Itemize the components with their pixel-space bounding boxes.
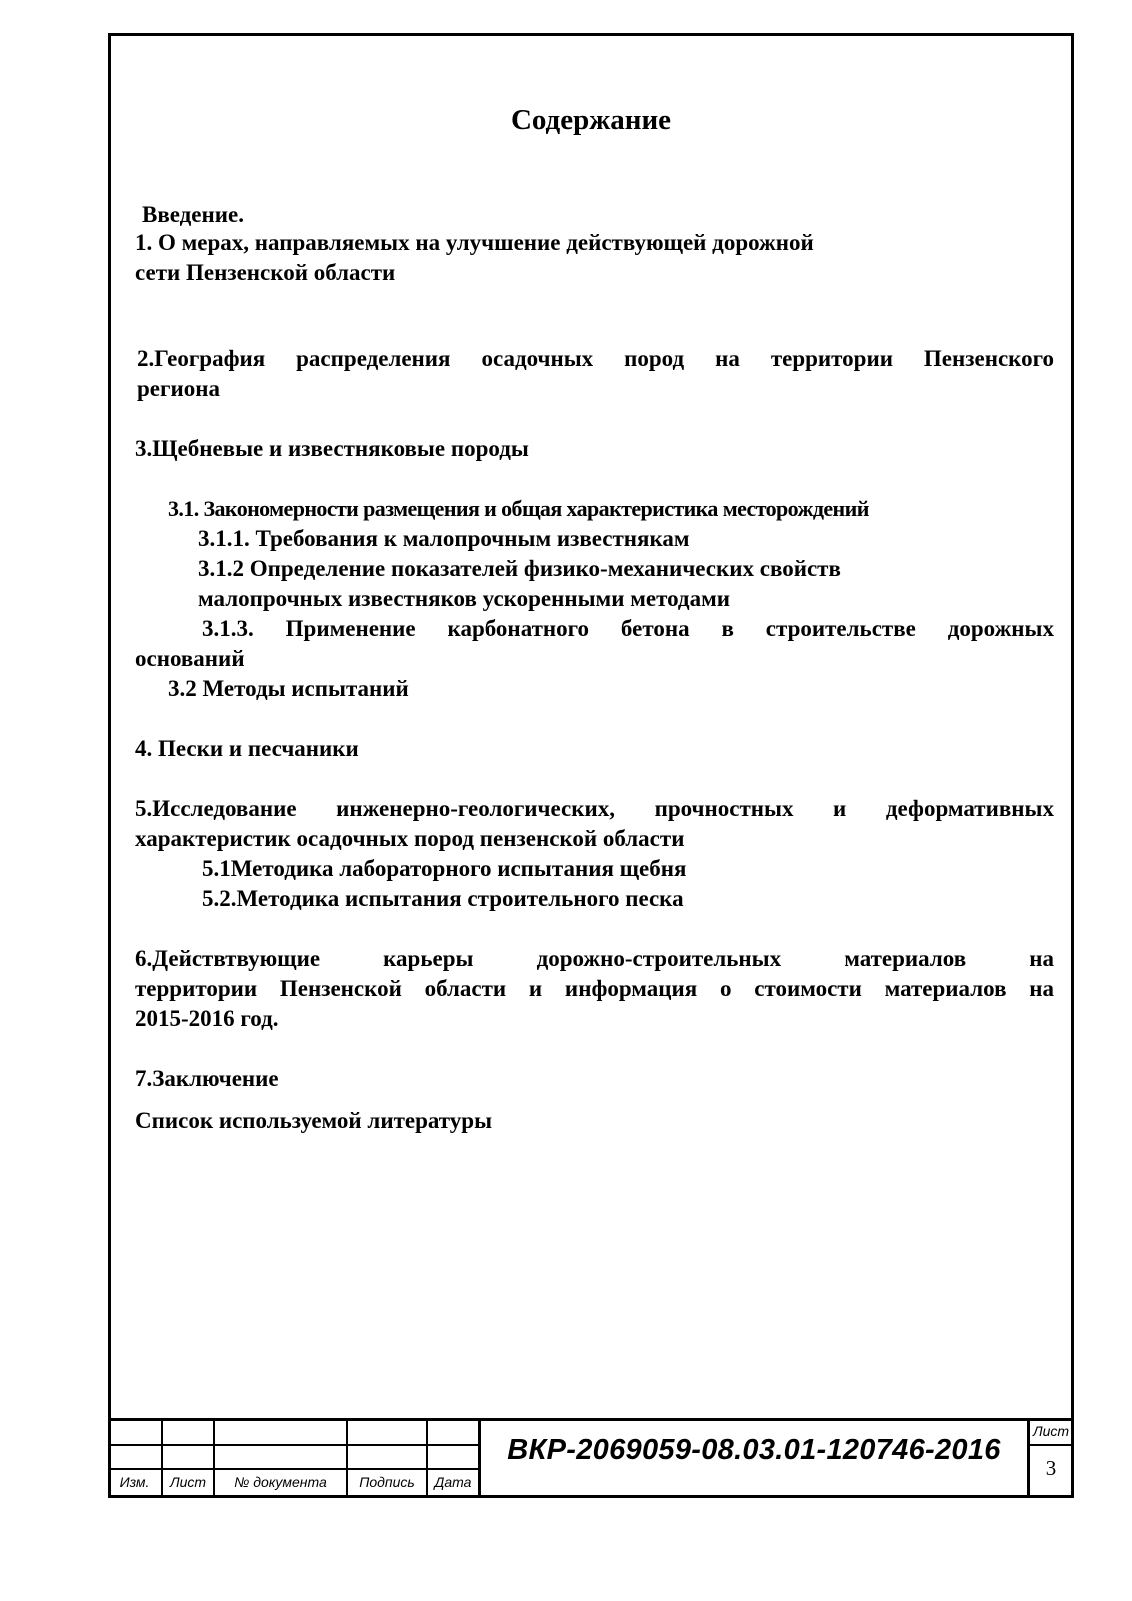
toc-s3-1-2-line2: малопрочных известняков ускоренными методами — [198, 586, 730, 611]
toc-s3-1-3-line2: оснований — [135, 646, 245, 671]
toc-s4: 4. Пески и песчаники — [135, 736, 359, 761]
toc-s5-1: 5.1Методика лабораторного испытания щебня — [202, 856, 687, 881]
toc-s3-2: 3.2 Методы испытаний — [168, 676, 409, 701]
toc-s7: 7.Заключение — [135, 1066, 279, 1091]
title-block — [108, 1418, 1074, 1498]
document-code: ВКР-2069059-08.03.01-120746-2016 — [507, 1434, 1001, 1466]
toc-s2-line2: региона — [137, 376, 220, 401]
sheet-number: 3 — [1045, 1456, 1057, 1480]
col-izm-label: Изм. — [119, 1474, 150, 1490]
toc-s3-1-3-line1: 3.1.3. Применение карбонатного бетона в строительстве дорожных — [202, 616, 1054, 641]
toc-s2-line1: 2.География распределения осадочных пород на территории Пензенского — [137, 346, 1054, 371]
title-block-grid-line — [108, 1444, 480, 1446]
toc-s5-line1: 5.Исследование инженерно-геологических, прочностных и деформативных — [135, 796, 1054, 821]
toc-s1-line1: 1. О мерах, направляемых на улучшение действующей дорожной — [135, 230, 814, 255]
toc-s6-line3: 2015-2016 год. — [135, 1006, 279, 1031]
toc-s6-line1: 6.Действтвующие карьеры дорожно-строительных материалов на — [135, 946, 1054, 971]
toc-s3-1: 3.1. Закономерности размещения и общая характеристика месторождений — [168, 496, 869, 521]
title-block-top-border — [108, 1418, 1074, 1421]
sheet-label: Лист — [1032, 1423, 1070, 1439]
toc-s3-1-2-line1: 3.1.2 Определение показателей физико-механических свойств — [198, 556, 841, 581]
sheet-box-divider — [1028, 1444, 1074, 1446]
toc-references: Список используемой литературы — [135, 1108, 493, 1133]
toc-s5-2: 5.2.Методика испытания строительного песка — [202, 886, 684, 911]
col-doc-label: № документа — [234, 1474, 327, 1490]
title-block-grid-line — [108, 1468, 480, 1470]
col-sign-label: Подпись — [359, 1474, 415, 1490]
col-list-label: Лист — [169, 1474, 207, 1490]
toc-intro: Введение. — [142, 202, 244, 227]
page-title: Содержание — [510, 104, 672, 136]
toc-s1-line2: сети Пензенской области — [135, 260, 396, 285]
toc-s3: 3.Щебневые и известняковые породы — [135, 436, 529, 461]
col-date-label: Дата — [434, 1474, 472, 1490]
toc-s5-line2: характеристик осадочных пород пензенской области — [135, 826, 685, 851]
toc-s3-1-1: 3.1.1. Требования к малопрочным известнякам — [198, 526, 690, 551]
toc-s6-line2: территории Пензенской области и информация о стоимости материалов на — [135, 976, 1054, 1001]
